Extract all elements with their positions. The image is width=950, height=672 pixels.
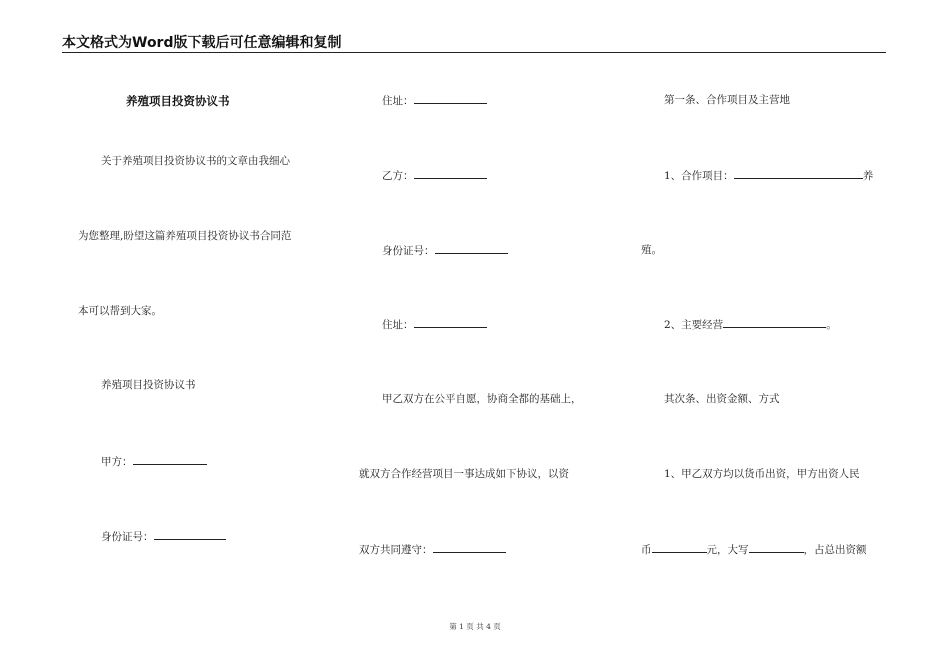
capital-words-blank — [749, 541, 804, 553]
item-1-label: 1、合作项目： — [664, 170, 734, 182]
para-line-2: 就双方合作经营项目一事达成如下协议，以资 — [359, 468, 569, 480]
item-2-line — [664, 316, 837, 333]
intro-line-1: 关于养殖项目投资协议书的文章由我细心 — [101, 155, 290, 167]
para-line-3 — [359, 541, 506, 558]
address-a-line — [382, 92, 487, 109]
item-2-label: 2、主要经营 — [664, 319, 724, 331]
capital-line-2-c: ，占总出资额 — [803, 544, 867, 556]
capital-line-2-b: 元，大写 — [706, 544, 749, 556]
article-1-heading: 第一条、合作项目及主营地 — [664, 94, 790, 106]
capital-line-1: 1、甲乙双方均以货币出资，甲方出资人民 — [664, 468, 860, 480]
article-2-heading: 其次条、出资金额、方式 — [664, 393, 780, 405]
id-number-a-line — [101, 528, 226, 545]
subtitle: 养殖项目投资协议书 — [101, 379, 196, 391]
id-number-b-blank — [435, 242, 508, 254]
id-number-a-blank — [154, 528, 226, 540]
id-number-b-label: 身份证号： — [382, 245, 435, 257]
party-b-line — [382, 167, 487, 184]
capital-line-2-a: 币 — [641, 544, 652, 556]
id-number-a-label: 身份证号： — [101, 531, 154, 543]
address-b-line — [382, 316, 487, 333]
item-2-suffix: 。 — [826, 319, 837, 331]
party-a-line — [101, 453, 207, 470]
address-a-blank — [414, 92, 487, 104]
intro-line-3: 本可以帮到大家。 — [78, 305, 162, 317]
doc-title: 养殖项目投资协议书 — [126, 94, 230, 108]
header-rule — [62, 52, 886, 53]
item-1-continuation: 殖。 — [641, 244, 662, 256]
item-1-suffix: 养 — [862, 170, 874, 182]
party-a-label: 甲方： — [101, 456, 133, 468]
item-1-line — [664, 167, 873, 184]
page-number-footer: 第 1 页 共 4 页 — [449, 622, 501, 631]
address-b-blank — [414, 316, 487, 328]
party-b-label: 乙方： — [382, 170, 414, 182]
item-1-blank — [734, 167, 863, 179]
document-header: 本文格式为Word版下载后可任意编辑和复制 — [62, 35, 342, 51]
address-a-label: 住址： — [382, 95, 414, 107]
item-2-blank — [723, 316, 826, 328]
para-line-3-text: 双方共同遵守： — [359, 544, 433, 556]
capital-amount-blank — [652, 541, 707, 553]
para-line-1: 甲乙双方在公平自愿，协商全都的基础上， — [382, 393, 582, 405]
para-line-3-blank — [433, 541, 506, 553]
address-b-label: 住址： — [382, 319, 414, 331]
party-b-blank — [414, 167, 487, 179]
id-number-b-line — [382, 242, 508, 259]
intro-line-2: 为您整理,盼望这篇养殖项目投资协议书合同范 — [78, 230, 292, 242]
capital-line-2 — [641, 541, 867, 558]
party-a-blank — [133, 453, 207, 465]
